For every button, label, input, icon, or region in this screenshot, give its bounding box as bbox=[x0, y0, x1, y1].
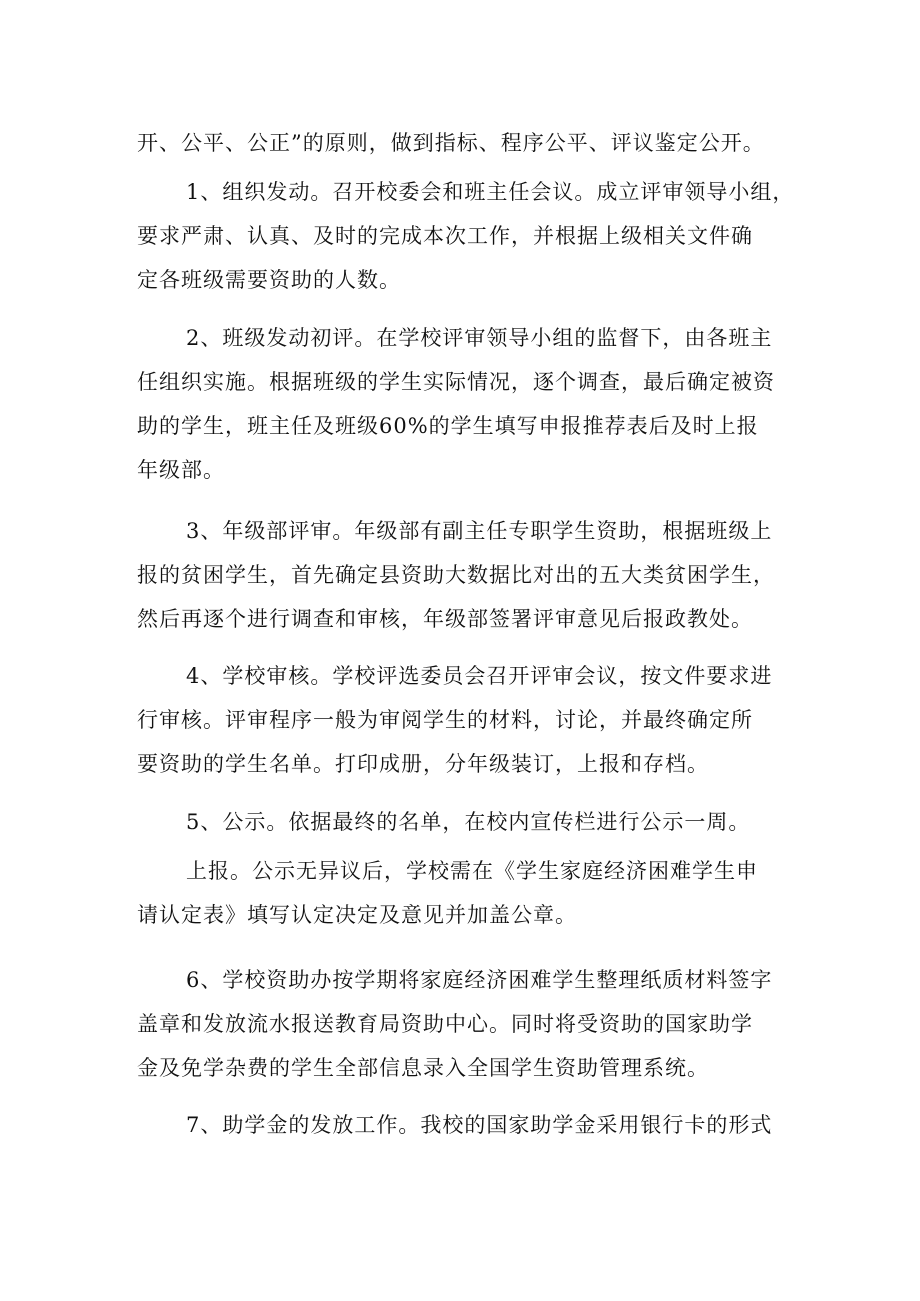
text-line: 要资助的学生名单。打印成册，分年级装订，上报和存档。 bbox=[137, 752, 709, 776]
text-line: 6、学校资助办按学期将家庭经济困难学生整理纸质材料签字 bbox=[186, 968, 773, 992]
paragraph-step-1 bbox=[0, 170, 920, 302]
paragraph-step-7 bbox=[0, 1103, 920, 1147]
paragraph-step-3 bbox=[0, 509, 920, 641]
text-line: 金及免学杂费的学生全部信息录入全国学生资助管理系统。 bbox=[137, 1056, 709, 1080]
paragraph-step-2 bbox=[0, 316, 920, 492]
text-line: 然后再逐个进行调查和审核，年级部签署评审意见后报政教处。 bbox=[137, 607, 753, 631]
text-line: 上报。公示无异议后，学校需在《学生家庭经济困难学生申 bbox=[186, 859, 758, 883]
paragraph-step-4 bbox=[0, 654, 920, 786]
paragraph-step-6 bbox=[0, 958, 920, 1090]
text-line: 盖章和发放流水报送教育局资助中心。同时将受资助的国家助学 bbox=[137, 1012, 753, 1036]
text-line: 1、组织发动。召开校委会和班主任会议。成立评审领导小组， bbox=[186, 180, 795, 204]
text-line: 行审核。评审程序一般为审阅学生的材料，讨论，并最终确定所 bbox=[137, 708, 753, 732]
text-line: 助的学生，班主任及班级60%的学生填写申报推荐表后及时上报 bbox=[137, 414, 759, 438]
text-line: 要求严肃、认真、及时的完成本次工作，并根据上级相关文件确 bbox=[137, 224, 753, 248]
paragraph-principle-continuation bbox=[0, 121, 920, 165]
paragraph-report bbox=[0, 849, 920, 937]
text-line: 2、班级发动初评。在学校评审领导小组的监督下，由各班主 bbox=[186, 326, 773, 350]
text-line: 7、助学金的发放工作。我校的国家助学金采用银行卡的形式 bbox=[186, 1113, 773, 1137]
text-line: 年级部。 bbox=[137, 458, 225, 482]
text-line: 开、公平、公正”的原则，做到指标、程序公平、评议鉴定公开。 bbox=[137, 131, 765, 155]
text-line: 任组织实施。根据班级的学生实际情况，逐个调查，最后确定被资 bbox=[137, 370, 775, 394]
text-line: 定各班级需要资助的人数。 bbox=[137, 268, 401, 292]
text-line: 5、公示。依据最终的名单，在校内宣传栏进行公示一周。 bbox=[186, 810, 751, 834]
paragraph-step-5 bbox=[0, 800, 920, 844]
text-line: 请认定表》填写认定决定及意见并加盖公章。 bbox=[137, 903, 577, 927]
text-line: 3、年级部评审。年级部有副主任专职学生资助，根据班级上 bbox=[186, 519, 773, 543]
text-line: 4、学校审核。学校评选委员会召开评审会议，按文件要求进 bbox=[186, 664, 773, 688]
text-line: 报的贫困学生，首先确定县资助大数据比对出的五大类贫困学生， bbox=[137, 563, 775, 587]
